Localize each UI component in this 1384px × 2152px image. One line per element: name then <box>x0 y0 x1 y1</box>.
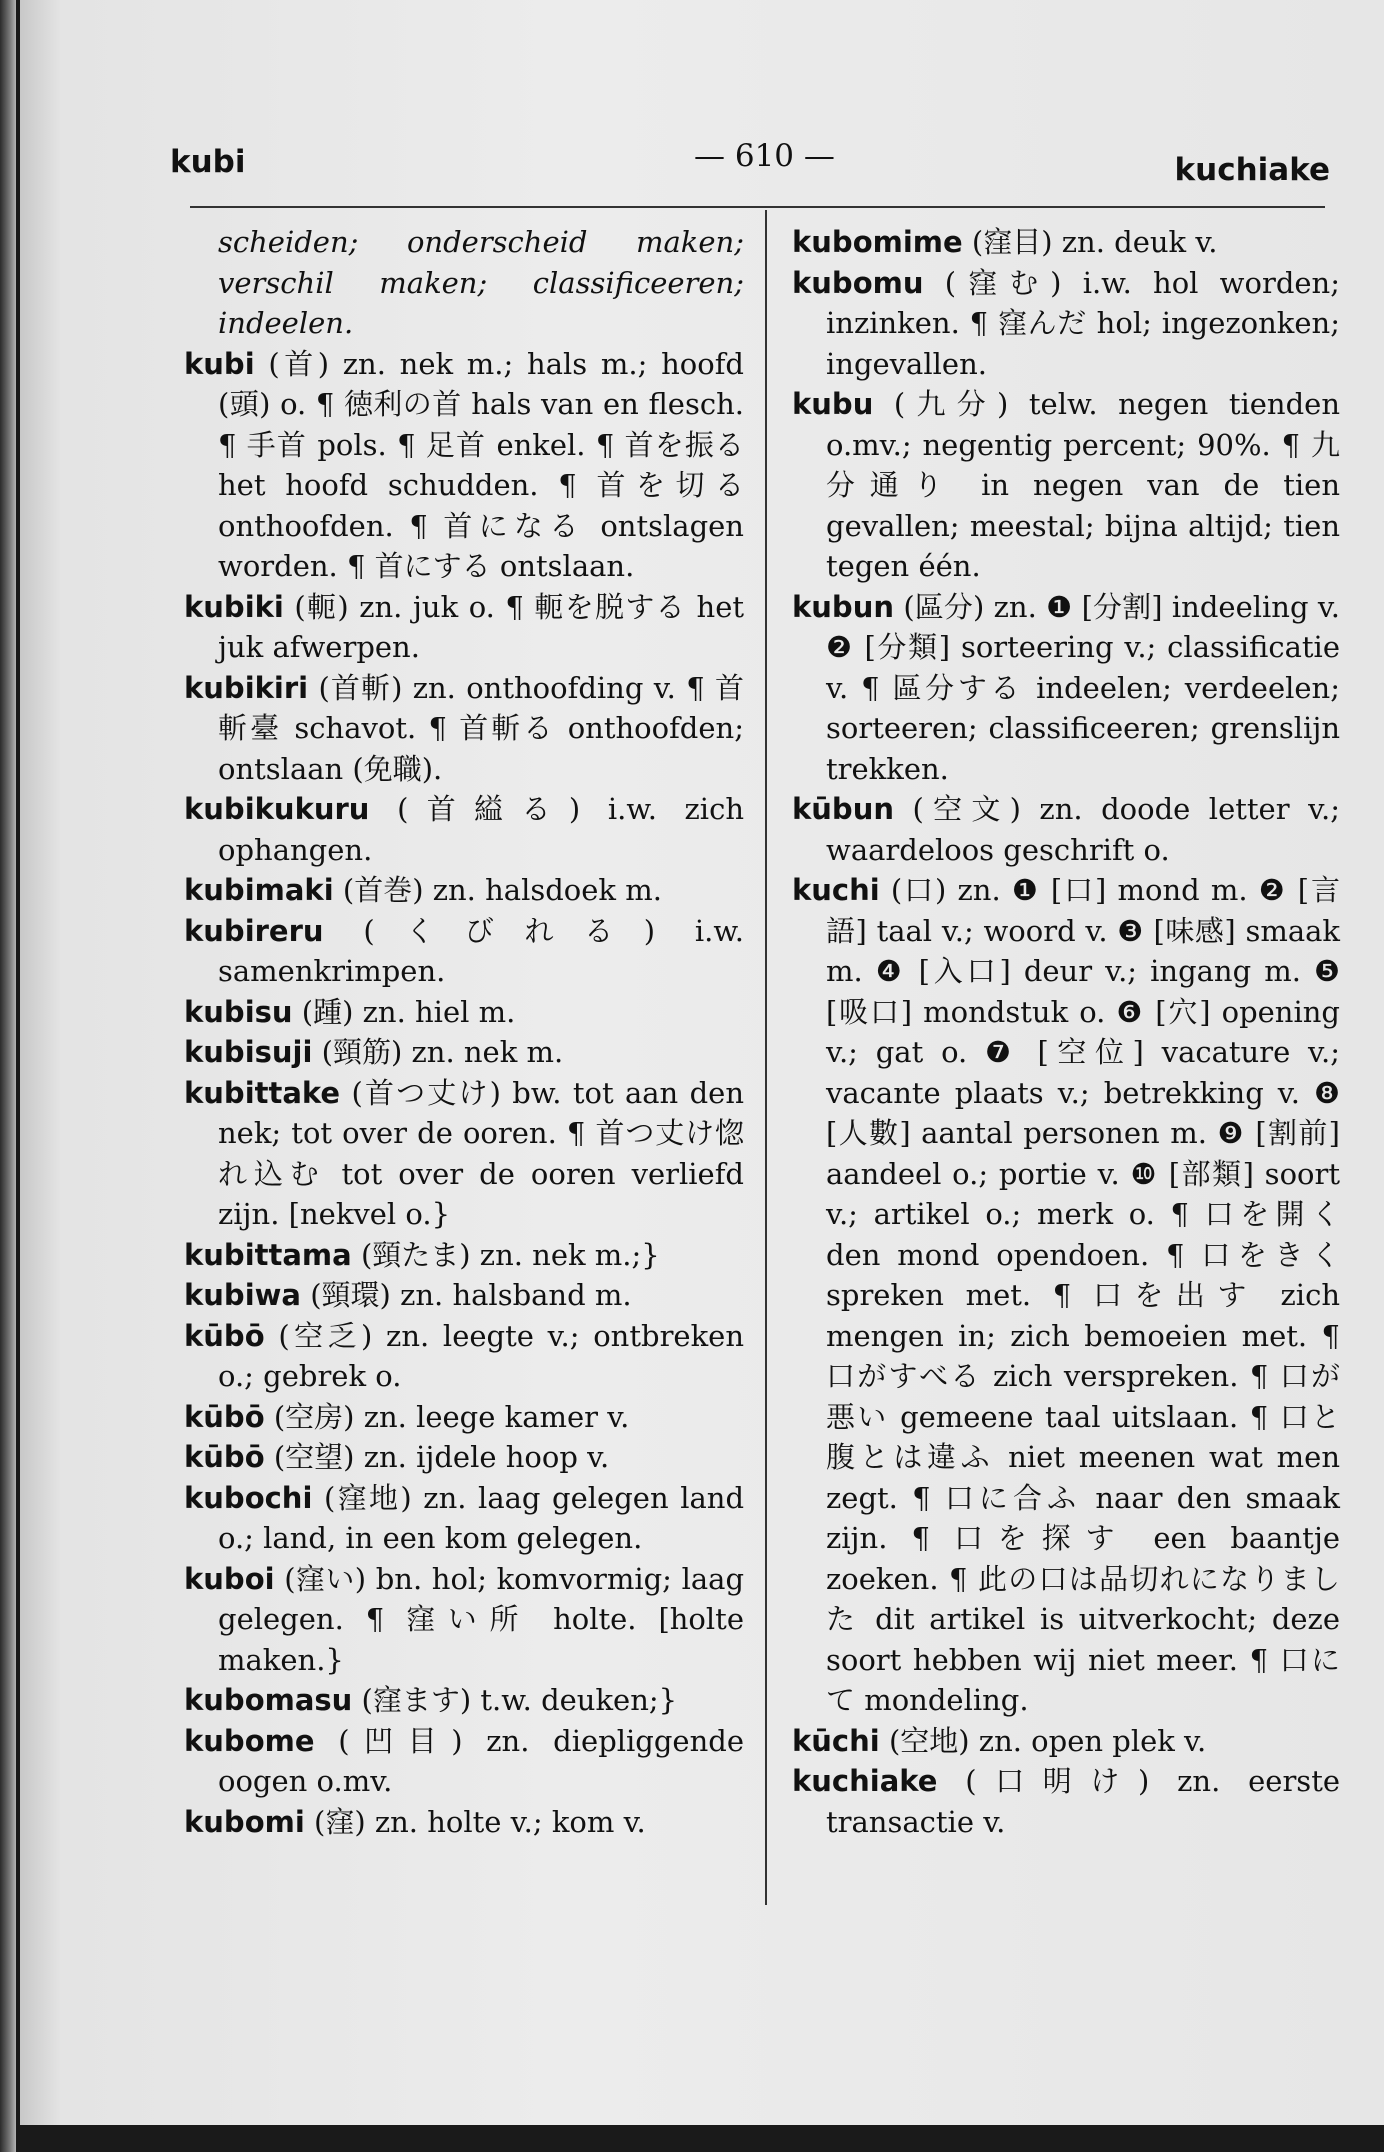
entry-text: (空房) zn. leege kamer v. <box>273 1399 630 1434</box>
entry-kubittake <box>184 1073 744 1235</box>
entry-headword: kubisu <box>184 994 293 1029</box>
header-right-guideword: kuchiake <box>1174 152 1330 188</box>
entry-kubo-1 <box>184 1316 744 1397</box>
entry-kubun-2 <box>792 789 1340 870</box>
entry-headword: kubisuji <box>184 1035 313 1069</box>
entry-headword: kubittake <box>184 1075 341 1110</box>
entry-text: (首) zn. nek m.; hals m.; hoofd (頭) o. ¶ 徳利の首 hals van en flesch. ¶ 手首 pols. ¶ 足首 enkel. ¶ 首を振る het hoofd schudden. ¶ 首を切る onthoofden. ¶ 首になる ontslagen worden. ¶ 首にする ontslaan. <box>218 346 744 583</box>
entry-text: (頸環) zn. halsband m. <box>310 1278 632 1312</box>
entry-text: (窪) zn. holte v.; kom v. <box>314 1804 646 1839</box>
entry-text: (頸筋) zn. nek m. <box>321 1035 564 1069</box>
entry-headword: kubimaki <box>184 873 334 907</box>
entry-headword: kubomu <box>792 265 924 300</box>
entry-headword: kubittama <box>184 1237 352 1272</box>
entry-text: (口明け) zn. eerste transactie v. <box>826 1764 1341 1839</box>
entry-headword: kubomime <box>792 225 963 259</box>
entry-kubomime <box>792 222 1340 263</box>
entry-text: scheiden; onderscheid maken; verschil maken; classificeeren; indeelen. <box>218 225 744 340</box>
header-left-guideword: kubi <box>170 144 246 180</box>
entry-text: (窪い) bn. hol; komvormig; laag gelegen. ¶ 窪い所 holte. [holte maken.} <box>218 1561 745 1677</box>
entry-kubisu <box>184 992 744 1033</box>
entry-continuation <box>184 222 744 344</box>
entry-kubomasu <box>184 1680 744 1721</box>
entry-headword: kubochi <box>184 1480 313 1515</box>
entry-headword: kūbun <box>792 792 894 826</box>
entry-text: (空望) zn. ijdele hoop v. <box>273 1440 610 1474</box>
entry-headword: kubome <box>184 1723 315 1758</box>
entry-text: (踵) zn. hiel m. <box>301 994 516 1029</box>
entry-headword: kubikukuru <box>184 792 370 826</box>
header-rule <box>190 206 1325 208</box>
entry-headword: kūbō <box>184 1440 265 1474</box>
entry-headword: kubomasu <box>184 1683 353 1717</box>
entry-kubisuji <box>184 1032 744 1073</box>
entry-headword: kubu <box>792 387 874 421</box>
entry-text: (窪地) zn. laag gelegen land o.; land, in een kom gelegen. <box>218 1480 745 1555</box>
entry-kubochi <box>184 1478 744 1559</box>
column-divider <box>765 210 767 1905</box>
entry-headword: kubiki <box>184 589 284 624</box>
entry-kubi <box>184 344 744 587</box>
entry-headword: kubun <box>792 589 894 624</box>
entry-kubun <box>792 587 1340 790</box>
entry-text: (くびれる) i.w. samenkrimpen. <box>218 913 744 988</box>
entry-text: (首つ丈け) bw. tot aan den nek; tot over de ooren. ¶ 首つ丈け惚れ込む tot over de ooren verliefd zijn. [nekvel o.} <box>218 1075 745 1231</box>
entry-kubome <box>184 1721 744 1802</box>
entry-headword: kūchi <box>792 1723 880 1758</box>
entry-text: (窪目) zn. deuk v. <box>971 225 1218 259</box>
entry-kubomu <box>792 263 1340 385</box>
entry-text: (空乏) zn. leegte v.; ontbreken o.; gebrek o. <box>218 1318 745 1393</box>
entry-headword: kuboi <box>184 1561 275 1596</box>
entry-kubittama <box>184 1235 744 1276</box>
entry-text: (首縊る) i.w. zich ophangen. <box>218 792 744 867</box>
entry-headword: kubi <box>184 346 255 381</box>
entry-headword: kūbō <box>184 1399 265 1434</box>
entry-text: (窪む) i.w. hol worden; inzinken. ¶ 窪んだ hol; ingezonken; ingevallen. <box>826 265 1341 381</box>
left-column <box>184 222 744 1842</box>
entry-kuchi <box>792 870 1340 1721</box>
entry-text: (口) zn. ❶ [口] mond m. ❷ [言語] taal v.; woord v. ❸ [味感] smaak m. ❹ [入口] deur v.; ingang m. ❺ [吸口] mondstuk o. ❻ [穴] opening v.; gat o. ❼ [空位] vacature v.; vacante plaats v.; betrekking v. ❽ [人數] aantal personen m. ❾ [割前] aandeel o.; portie v. ❿ [部類] soort v.; artikel o.; merk o. ¶ 口を開く den mond opendoen. ¶ 口をきく spreken met. ¶ 口を出す zich mengen in; zich bemoeien met. ¶ 口がすべる zich verspreken. ¶ 口が悪い gemeene taal uitslaan. ¶ 口と腹とは違ふ niet meenen wat men zegt. ¶ 口に合ふ naar den smaak zijn. ¶ 口を探す een baantje zoeken. ¶ 此の口は品切れになりました dit artikel is uitverkocht; deze soort hebben wij niet meer. ¶ 口にて mondeling. <box>826 873 1341 1717</box>
entry-kubo-2 <box>184 1397 744 1438</box>
entry-headword: kūbō <box>184 1318 265 1353</box>
entry-headword: kuchi <box>792 873 880 907</box>
right-column <box>792 222 1340 1842</box>
entry-headword: kubiwa <box>184 1278 301 1312</box>
entry-text: (空文) zn. doode letter v.; waardeloos geschrift o. <box>826 792 1340 867</box>
entry-kubikukuru <box>184 789 744 870</box>
page-number: — 610 — <box>694 138 835 174</box>
entry-text: (空地) zn. open plek v. <box>888 1723 1207 1758</box>
entry-kubireru <box>184 911 744 992</box>
entry-text: (窪ます) t.w. deuken;} <box>361 1683 678 1717</box>
entry-text: (九分) telw. negen tienden o.mv.; negentig percent; 90%. ¶ 九分通り in negen van de tien gevallen; meestal; bijna altijd; tien tegen één. <box>826 387 1341 583</box>
entry-kubimaki <box>184 870 744 911</box>
entry-headword: kubomi <box>184 1804 305 1839</box>
entry-kubiki <box>184 587 744 668</box>
entry-kubiwa <box>184 1275 744 1316</box>
entry-text: (軛) zn. juk o. ¶ 軛を脱する het juk afwerpen. <box>218 589 745 664</box>
entry-kubu <box>792 384 1340 587</box>
entry-text: (凹目) zn. diepliggende oogen o.mv. <box>218 1723 744 1798</box>
entry-headword: kuchiake <box>792 1764 938 1798</box>
entry-kuboi <box>184 1559 744 1681</box>
entry-headword: kubikiri <box>184 670 309 705</box>
entry-kubomi <box>184 1802 744 1843</box>
page-header <box>170 138 1330 188</box>
entry-kubo-3 <box>184 1437 744 1478</box>
entry-text: (頸たま) zn. nek m.;} <box>360 1237 660 1272</box>
book-spine <box>0 0 16 2152</box>
entry-headword: kubireru <box>184 913 324 948</box>
entry-text: (區分) zn. ❶ [分割] indeeling v. ❷ [分類] sorteering v.; classificatie v. ¶ 區分する indeelen; verdeelen; sorteeren; classificeeren; grenslijn trekken. <box>826 589 1341 786</box>
entry-kubikiri <box>184 668 744 790</box>
entry-text: (首斬) zn. onthoofding v. ¶ 首斬臺 schavot. ¶ 首斬る onthoofden; ontslaan (免職). <box>218 670 744 786</box>
entry-text: (首巻) zn. halsdoek m. <box>342 873 662 907</box>
entry-kuchiake <box>792 1761 1340 1842</box>
entry-kuchi-2 <box>792 1721 1340 1762</box>
